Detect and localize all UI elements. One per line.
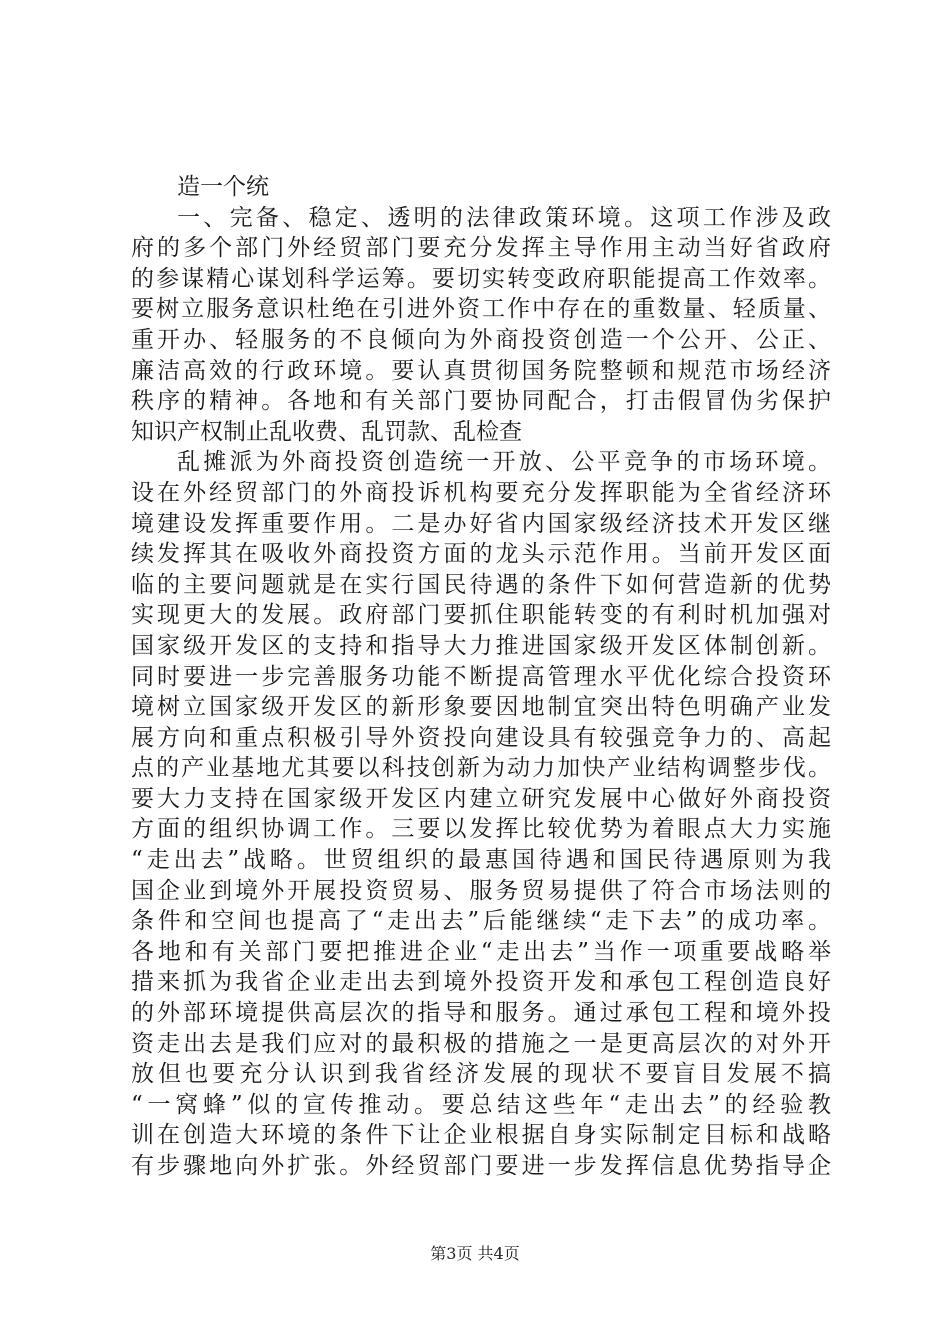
text-line: 资走出去是我们应对的最积极的措施之一是更高层次的对外开 bbox=[131, 1030, 831, 1057]
text-line: 要大力支持在国家级开发区内建立研究发展中心做好外商投资 bbox=[131, 785, 831, 812]
text-line: 知识产权制止乱收费、乱罚款、乱检查 bbox=[131, 418, 522, 445]
text-line: 乱摊派为外商投资创造统一开放、公平竞争的市场环境。 bbox=[177, 449, 831, 476]
text-line: 临的主要问题就是在实行国民待遇的条件下如何营造新的优势 bbox=[131, 571, 831, 598]
text-line: 训在创造大环境的条件下让企业根据自身实际制定目标和战略 bbox=[131, 1122, 831, 1149]
text-line: 境建设发挥重要作用。二是办好省内国家级经济技术开发区继 bbox=[131, 510, 831, 537]
page-total: 共4页 bbox=[477, 1244, 520, 1263]
text-line: 国企业到境外开展投资贸易、服务贸易提供了符合市场法则的 bbox=[131, 877, 831, 904]
text-line: 境树立国家级开发区的新形象要因地制宜突出特色明确产业发 bbox=[131, 694, 831, 721]
text-line: 的参谋精心谋划科学运筹。要切实转变政府职能提高工作效率。 bbox=[131, 265, 831, 292]
text-line: “走出去”战略。世贸组织的最惠国待遇和国民待遇原则为我 bbox=[131, 847, 831, 874]
text-line: 的外部环境提供高层次的指导和服务。通过承包工程和境外投 bbox=[131, 1000, 831, 1027]
text-line: 措来抓为我省企业走出去到境外投资开发和承包工程创造良好 bbox=[131, 969, 831, 996]
text-line: 府的多个部门外经贸部门要充分发挥主导作用主动当好省政府 bbox=[131, 235, 831, 262]
text-line: 方面的组织协调工作。三要以发挥比较优势为着眼点大力实施 bbox=[131, 816, 831, 843]
text-line: 要树立服务意识杜绝在引进外资工作中存在的重数量、轻质量、 bbox=[131, 296, 831, 323]
document-body bbox=[131, 172, 831, 1182]
text-line: 设在外经贸部门的外商投诉机构要充分发挥职能为全省经济环 bbox=[131, 479, 831, 506]
text-line: 一、完备、稳定、透明的法律政策环境。这项工作涉及政 bbox=[177, 204, 831, 231]
text-line: 点的产业基地尤其要以科技创新为动力加快产业结构调整步伐。 bbox=[131, 755, 831, 782]
text-line: 续发挥其在吸收外商投资方面的龙头示范作用。当前开发区面 bbox=[131, 541, 831, 568]
text-line: 各地和有关部门要把推进企业“走出去”当作一项重要战略举 bbox=[131, 938, 831, 965]
page-number: 第3页 bbox=[430, 1244, 473, 1263]
text-line: 条件和空间也提高了“走出去”后能继续“走下去”的成功率。 bbox=[131, 908, 831, 935]
text-line: 同时要进一步完善服务功能不断提高管理水平优化综合投资环 bbox=[131, 663, 831, 690]
text-line: “一窝蜂”似的宣传推动。要总结这些年“走出去”的经验教 bbox=[131, 1091, 831, 1118]
text-line: 秩序的精神。各地和有关部门要协同配合，打击假冒伪劣保护 bbox=[131, 388, 831, 415]
text-line: 放但也要充分认识到我省经济发展的现状不要盲目发展不搞 bbox=[131, 1061, 831, 1088]
text-line: 国家级开发区的支持和指导大力推进国家级开发区体制创新。 bbox=[131, 632, 831, 659]
text-line: 展方向和重点积极引导外资投向建设具有较强竞争力的、高起 bbox=[131, 724, 831, 751]
page-footer bbox=[0, 1244, 950, 1264]
text-line: 重开办、轻服务的不良倾向为外商投资创造一个公开、公正、 bbox=[131, 326, 831, 353]
text-line: 造一个统 bbox=[177, 174, 269, 200]
text-line: 廉洁高效的行政环境。要认真贯彻国务院整顿和规范市场经济 bbox=[131, 357, 831, 384]
text-line: 有步骤地向外扩张。外经贸部门要进一步发挥信息优势指导企 bbox=[131, 1153, 831, 1179]
text-line: 实现更大的发展。政府部门要抓住职能转变的有利时机加强对 bbox=[131, 602, 831, 629]
